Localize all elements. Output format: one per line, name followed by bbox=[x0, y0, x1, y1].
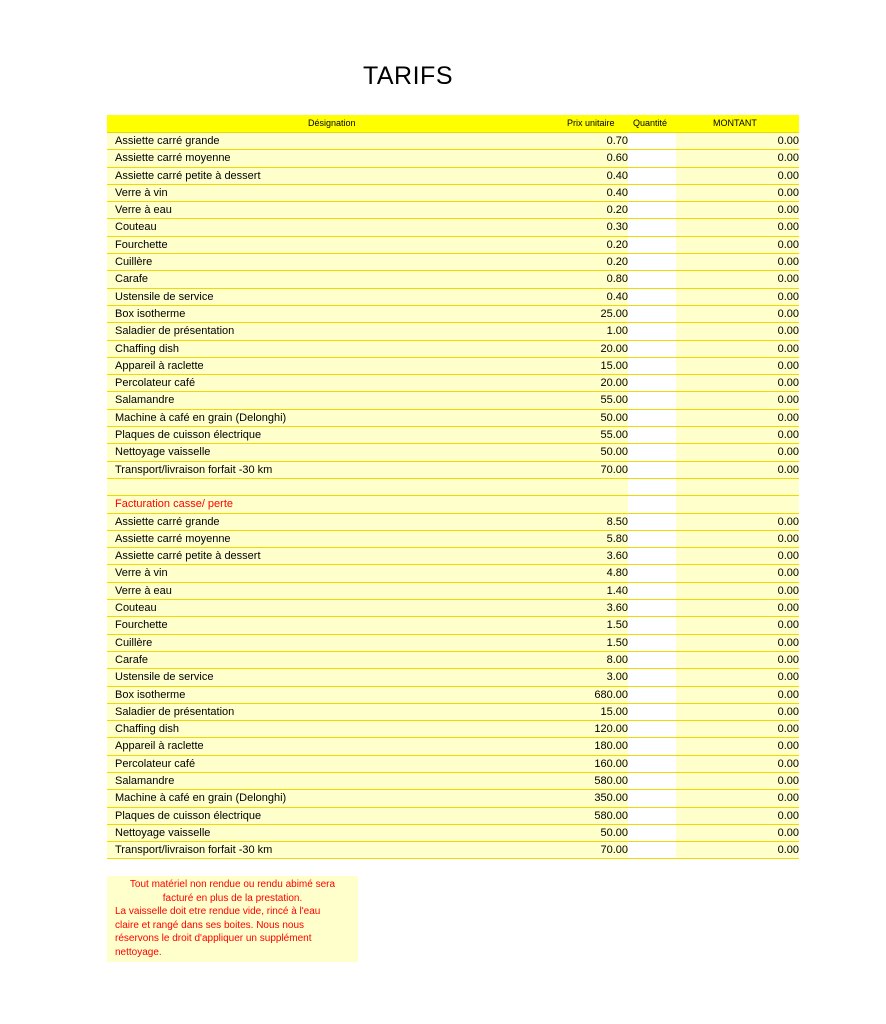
item-designation: Couteau bbox=[115, 221, 157, 234]
item-designation: Carafe bbox=[115, 273, 149, 286]
quantity-cell[interactable] bbox=[628, 600, 676, 616]
quantity-cell[interactable] bbox=[628, 790, 676, 806]
item-designation: Cuillère bbox=[115, 636, 153, 649]
item-designation: Verre à eau bbox=[115, 584, 172, 597]
quantity-cell[interactable] bbox=[628, 271, 676, 287]
item-amount: 0.00 bbox=[777, 757, 799, 770]
table-row bbox=[107, 825, 799, 842]
item-amount: 0.00 bbox=[777, 688, 799, 701]
item-amount: 0.00 bbox=[777, 204, 799, 217]
item-designation: Box isotherme bbox=[115, 688, 186, 701]
quantity-cell[interactable] bbox=[628, 756, 676, 772]
item-amount: 0.00 bbox=[777, 653, 799, 666]
quantity-cell[interactable] bbox=[628, 721, 676, 737]
item-unit-price: 55.00 bbox=[600, 429, 628, 442]
item-amount: 0.00 bbox=[777, 463, 799, 476]
location-rows bbox=[107, 133, 799, 479]
quantity-cell[interactable] bbox=[628, 410, 676, 426]
item-unit-price: 15.00 bbox=[600, 359, 628, 372]
conditions-note bbox=[107, 876, 358, 962]
item-designation: Verre à vin bbox=[115, 186, 168, 199]
item-amount: 0.00 bbox=[777, 411, 799, 424]
item-amount: 0.00 bbox=[777, 792, 799, 805]
item-amount: 0.00 bbox=[777, 446, 799, 459]
table-row bbox=[107, 341, 799, 358]
table-row bbox=[107, 444, 799, 461]
table-row bbox=[107, 756, 799, 773]
quantity-cell[interactable] bbox=[628, 617, 676, 633]
item-amount: 0.00 bbox=[777, 186, 799, 199]
item-designation: Machine à café en grain (Delonghi) bbox=[115, 411, 287, 424]
item-designation: Assiette carré grande bbox=[115, 135, 220, 147]
item-amount: 0.00 bbox=[777, 377, 799, 390]
item-designation: Cuillère bbox=[115, 256, 153, 269]
quantity-cell[interactable] bbox=[628, 375, 676, 391]
note-line: facturé en plus de la prestation. bbox=[162, 892, 303, 904]
item-unit-price: 3.60 bbox=[606, 602, 628, 615]
quantity-cell[interactable] bbox=[628, 427, 676, 443]
item-amount: 0.00 bbox=[777, 325, 799, 338]
item-amount: 0.00 bbox=[777, 169, 799, 182]
item-unit-price: 5.80 bbox=[606, 532, 628, 545]
item-unit-price: 1.00 bbox=[606, 325, 628, 338]
table-row bbox=[107, 583, 799, 600]
item-unit-price: 0.60 bbox=[606, 152, 628, 165]
table-row bbox=[107, 150, 799, 167]
quantity-cell[interactable] bbox=[628, 687, 676, 703]
quantity-cell[interactable] bbox=[628, 358, 676, 374]
item-unit-price: 1.50 bbox=[606, 636, 628, 649]
item-unit-price: 55.00 bbox=[600, 394, 628, 407]
item-designation: Couteau bbox=[115, 602, 157, 615]
item-unit-price: 0.40 bbox=[606, 169, 628, 182]
item-unit-price: 20.00 bbox=[600, 377, 628, 390]
item-unit-price: 50.00 bbox=[600, 446, 628, 459]
table-row bbox=[107, 514, 799, 531]
quantity-cell[interactable] bbox=[628, 462, 676, 478]
quantity-cell[interactable] bbox=[628, 289, 676, 305]
item-designation: Nettoyage vaisselle bbox=[115, 826, 211, 839]
quantity-cell[interactable] bbox=[628, 514, 676, 530]
table-row bbox=[107, 669, 799, 686]
item-designation: Ustensile de service bbox=[115, 290, 214, 303]
table-row bbox=[107, 704, 799, 721]
item-unit-price: 680.00 bbox=[594, 688, 628, 701]
casse-rows bbox=[107, 514, 799, 860]
table-row bbox=[107, 323, 799, 340]
item-amount: 0.00 bbox=[777, 532, 799, 545]
table-row bbox=[107, 185, 799, 202]
item-amount: 0.00 bbox=[777, 619, 799, 632]
item-designation: Appareil à raclette bbox=[115, 740, 204, 753]
item-unit-price: 3.00 bbox=[606, 671, 628, 684]
item-unit-price: 25.00 bbox=[600, 307, 628, 320]
item-unit-price: 0.80 bbox=[606, 273, 628, 286]
note-line: claire et rangé dans ses boites. Nous nous bbox=[115, 919, 304, 931]
item-designation: Salamandre bbox=[115, 394, 175, 407]
quantity-cell[interactable] bbox=[628, 773, 676, 789]
item-designation: Transport/livraison forfait -30 km bbox=[115, 463, 273, 476]
table-row bbox=[107, 617, 799, 634]
item-amount: 0.00 bbox=[777, 273, 799, 286]
item-unit-price: 1.40 bbox=[606, 584, 628, 597]
table-row bbox=[107, 790, 799, 807]
item-designation: Verre à vin bbox=[115, 567, 168, 580]
section-row bbox=[107, 496, 799, 513]
quantity-cell[interactable] bbox=[628, 185, 676, 201]
header-prix-unitaire: Prix unitaire bbox=[567, 118, 615, 128]
item-amount: 0.00 bbox=[777, 429, 799, 442]
item-designation: Saladier de présentation bbox=[115, 325, 235, 338]
item-unit-price: 4.80 bbox=[606, 567, 628, 580]
item-unit-price: 0.70 bbox=[606, 135, 628, 147]
item-amount: 0.00 bbox=[777, 394, 799, 407]
item-designation: Assiette carré petite à dessert bbox=[115, 550, 261, 563]
item-designation: Percolateur café bbox=[115, 377, 196, 390]
item-amount: 0.00 bbox=[777, 723, 799, 736]
quantity-cell[interactable] bbox=[628, 392, 676, 408]
item-unit-price: 160.00 bbox=[594, 757, 628, 770]
table-row bbox=[107, 687, 799, 704]
item-unit-price: 15.00 bbox=[600, 705, 628, 718]
item-designation: Assiette carré petite à dessert bbox=[115, 169, 261, 182]
quantity-cell[interactable] bbox=[628, 133, 676, 149]
table-row bbox=[107, 219, 799, 236]
item-unit-price: 70.00 bbox=[600, 463, 628, 476]
table-row bbox=[107, 237, 799, 254]
quantity-cell[interactable] bbox=[628, 669, 676, 685]
table-row bbox=[107, 531, 799, 548]
item-unit-price: 50.00 bbox=[600, 411, 628, 424]
item-amount: 0.00 bbox=[777, 636, 799, 649]
table-row bbox=[107, 565, 799, 582]
item-unit-price: 580.00 bbox=[594, 809, 628, 822]
header-montant: MONTANT bbox=[713, 118, 757, 128]
table-header bbox=[107, 115, 799, 133]
item-unit-price: 0.20 bbox=[606, 256, 628, 269]
item-designation: Chaffing dish bbox=[115, 723, 180, 736]
table-row bbox=[107, 721, 799, 738]
quantity-cell[interactable] bbox=[628, 531, 676, 547]
item-designation: Fourchette bbox=[115, 238, 168, 251]
quantity-cell[interactable] bbox=[628, 202, 676, 218]
item-amount: 0.00 bbox=[777, 809, 799, 822]
table-row bbox=[107, 202, 799, 219]
item-unit-price: 20.00 bbox=[600, 342, 628, 355]
quantity-cell[interactable] bbox=[628, 323, 676, 339]
item-unit-price: 120.00 bbox=[594, 723, 628, 736]
item-designation: Verre à eau bbox=[115, 204, 172, 217]
table-row bbox=[107, 635, 799, 652]
item-unit-price: 0.40 bbox=[606, 290, 628, 303]
note-line: nettoyage. bbox=[115, 946, 162, 958]
quantity-cell[interactable] bbox=[628, 825, 676, 841]
item-designation: Appareil à raclette bbox=[115, 359, 204, 372]
item-designation: Nettoyage vaisselle bbox=[115, 446, 211, 459]
item-unit-price: 180.00 bbox=[594, 740, 628, 753]
item-designation: Assiette carré grande bbox=[115, 515, 220, 528]
item-amount: 0.00 bbox=[777, 602, 799, 615]
quantity-cell[interactable] bbox=[628, 219, 676, 235]
section-label-casse: Facturation casse/ perte bbox=[115, 498, 234, 511]
item-designation: Transport/livraison forfait -30 km bbox=[115, 844, 273, 857]
item-amount: 0.00 bbox=[777, 359, 799, 372]
table-row bbox=[107, 738, 799, 755]
quantity-cell[interactable] bbox=[628, 583, 676, 599]
item-designation: Machine à café en grain (Delonghi) bbox=[115, 792, 287, 805]
item-amount: 0.00 bbox=[777, 584, 799, 597]
quantity-cell[interactable] bbox=[628, 738, 676, 754]
quantity-cell[interactable] bbox=[628, 444, 676, 460]
quantity-cell[interactable] bbox=[628, 237, 676, 253]
item-unit-price: 3.60 bbox=[606, 550, 628, 563]
item-amount: 0.00 bbox=[777, 550, 799, 563]
item-designation: Saladier de présentation bbox=[115, 705, 235, 718]
quantity-cell[interactable] bbox=[628, 565, 676, 581]
quantity-cell[interactable] bbox=[628, 150, 676, 166]
item-amount: 0.00 bbox=[777, 221, 799, 234]
spacer-row bbox=[107, 479, 799, 496]
item-amount: 0.00 bbox=[777, 671, 799, 684]
item-designation: Chaffing dish bbox=[115, 342, 180, 355]
note-line: La vaisselle doit etre rendue vide, rincé à l'eau bbox=[115, 906, 321, 917]
item-designation: Plaques de cuisson électrique bbox=[115, 429, 262, 442]
quantity-cell[interactable] bbox=[628, 168, 676, 184]
quantity-cell[interactable] bbox=[628, 704, 676, 720]
item-designation: Assiette carré moyenne bbox=[115, 152, 231, 165]
table-row bbox=[107, 358, 799, 375]
quantity-cell[interactable] bbox=[628, 548, 676, 564]
item-designation: Assiette carré moyenne bbox=[115, 532, 231, 545]
item-amount: 0.00 bbox=[777, 774, 799, 787]
quantity-cell[interactable] bbox=[628, 842, 676, 858]
table-row bbox=[107, 271, 799, 288]
table-row bbox=[107, 652, 799, 669]
item-unit-price: 8.00 bbox=[606, 653, 628, 666]
item-amount: 0.00 bbox=[777, 135, 799, 147]
item-unit-price: 50.00 bbox=[600, 826, 628, 839]
item-unit-price: 70.00 bbox=[600, 844, 628, 857]
quantity-cell[interactable] bbox=[628, 808, 676, 824]
item-amount: 0.00 bbox=[777, 256, 799, 269]
table-row bbox=[107, 808, 799, 825]
header-quantite: Quantité bbox=[633, 118, 668, 128]
table-row bbox=[107, 462, 799, 479]
item-unit-price: 8.50 bbox=[606, 515, 628, 528]
table-row bbox=[107, 600, 799, 617]
item-unit-price: 350.00 bbox=[594, 792, 628, 805]
table-row bbox=[107, 842, 799, 859]
item-amount: 0.00 bbox=[777, 152, 799, 165]
item-amount: 0.00 bbox=[777, 567, 799, 580]
header-designation: Désignation bbox=[308, 118, 356, 128]
item-designation: Plaques de cuisson électrique bbox=[115, 809, 262, 822]
table-row bbox=[107, 410, 799, 427]
item-designation: Box isotherme bbox=[115, 307, 186, 320]
item-amount: 0.00 bbox=[777, 342, 799, 355]
table-row bbox=[107, 773, 799, 790]
table-row bbox=[107, 133, 799, 150]
item-amount: 0.00 bbox=[777, 740, 799, 753]
item-unit-price: 580.00 bbox=[594, 774, 628, 787]
table-row bbox=[107, 548, 799, 565]
page-title: TARIFS bbox=[362, 62, 454, 90]
note-line: réservons le droit d'appliquer un supplément bbox=[115, 933, 312, 944]
table-row bbox=[107, 375, 799, 392]
item-amount: 0.00 bbox=[777, 705, 799, 718]
item-amount: 0.00 bbox=[777, 826, 799, 839]
item-amount: 0.00 bbox=[777, 307, 799, 320]
quantity-cell[interactable] bbox=[628, 254, 676, 270]
table-row bbox=[107, 392, 799, 409]
table-row bbox=[107, 168, 799, 185]
table-row bbox=[107, 254, 799, 271]
note-line: Tout matériel non rendue ou rendu abimé sera bbox=[129, 879, 336, 890]
item-unit-price: 0.20 bbox=[606, 204, 628, 217]
item-unit-price: 0.30 bbox=[606, 221, 628, 234]
item-amount: 0.00 bbox=[777, 290, 799, 303]
quantity-cell[interactable] bbox=[628, 306, 676, 322]
table-row bbox=[107, 306, 799, 323]
quantity-cell[interactable] bbox=[628, 635, 676, 651]
item-unit-price: 1.50 bbox=[606, 619, 628, 632]
quantity-cell[interactable] bbox=[628, 341, 676, 357]
item-designation: Percolateur café bbox=[115, 757, 196, 770]
table-row bbox=[107, 427, 799, 444]
item-unit-price: 0.20 bbox=[606, 238, 628, 251]
item-designation: Carafe bbox=[115, 653, 149, 666]
quantity-cell[interactable] bbox=[628, 652, 676, 668]
tarif-table bbox=[107, 115, 799, 859]
item-amount: 0.00 bbox=[777, 238, 799, 251]
item-designation: Ustensile de service bbox=[115, 671, 214, 684]
item-designation: Salamandre bbox=[115, 774, 175, 787]
item-amount: 0.00 bbox=[777, 844, 799, 857]
item-amount: 0.00 bbox=[777, 515, 799, 528]
table-row bbox=[107, 289, 799, 306]
item-unit-price: 0.40 bbox=[606, 186, 628, 199]
item-designation: Fourchette bbox=[115, 619, 168, 632]
